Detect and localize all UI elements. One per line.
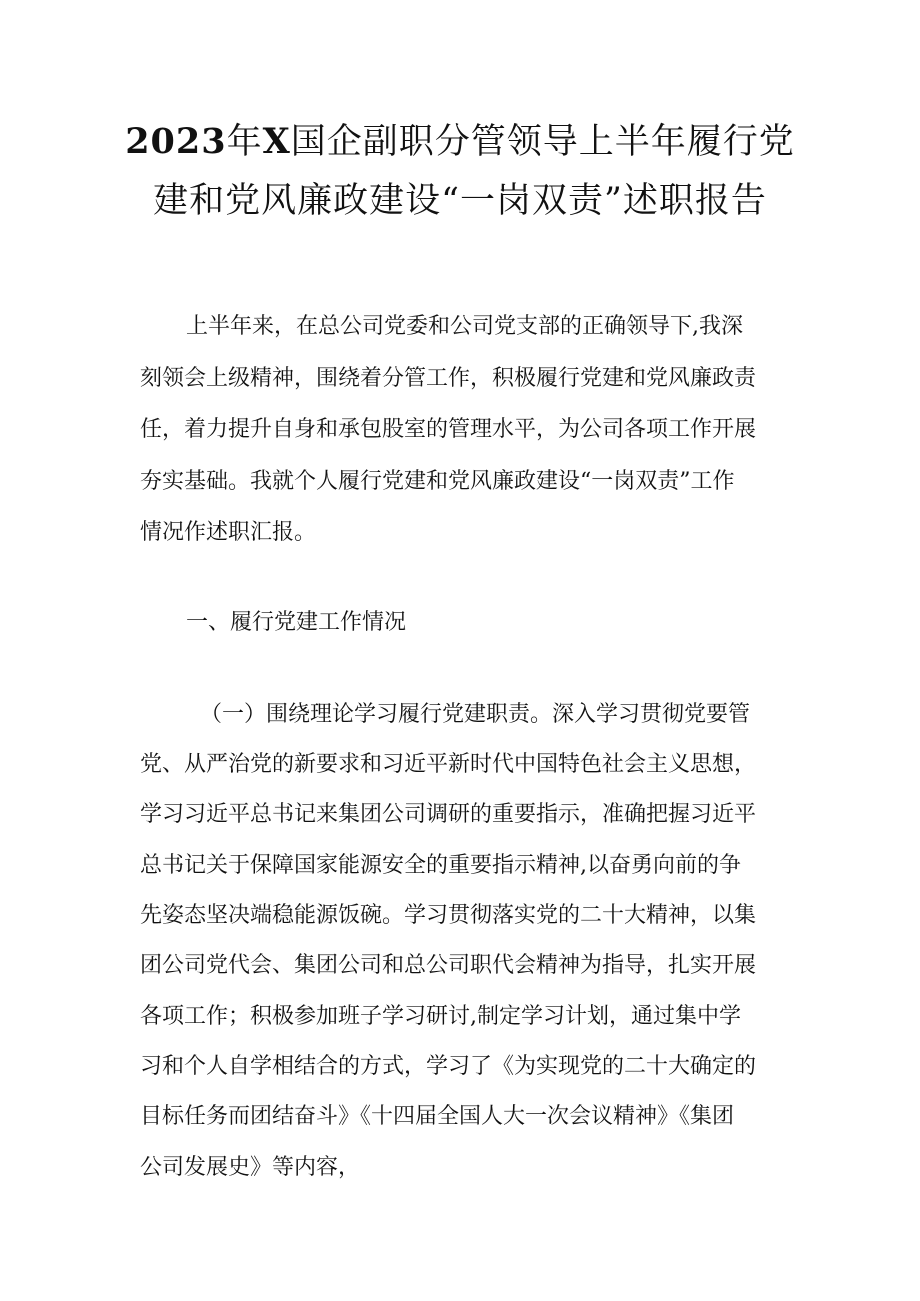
document-title-line-2: 建和党风廉政建设“一岗双责”述职报告 xyxy=(153,181,767,221)
intro-paragraph-line: 刻领会上级精神，围绕着分管工作，积极履行党建和党风廉政责 xyxy=(140,366,757,391)
intro-paragraph-line: 夯实基础。我就个人履行党建和党风廉政建设“一岗双责”工作 xyxy=(140,469,735,494)
subsection-paragraph-line: 公司发展史》等内容， xyxy=(140,1155,361,1180)
intro-paragraph-line: 上半年来，在总公司党委和公司党支部的正确领导下,我深 xyxy=(186,314,743,339)
subsection-paragraph-line: 习和个人自学相结合的方式，学习了《为实现党的二十大确定的 xyxy=(140,1054,757,1079)
subsection-paragraph-line: 目标任务而团结奋斗》《十四届全国人大一次会议精神》《集团 xyxy=(140,1104,735,1129)
intro-paragraph-line: 情况作述职汇报。 xyxy=(140,520,317,545)
title-year-suffix: 年 xyxy=(226,122,263,162)
intro-paragraph-line: 任，着力提升自身和承包股室的管理水平，为公司各项工作开展 xyxy=(140,417,757,442)
section-heading: 一、履行党建工作情况 xyxy=(186,610,407,635)
document-title-line-1 xyxy=(100,113,820,171)
title-x: X xyxy=(262,121,291,162)
subsection-paragraph-line: 先姿态坚决端稳能源饭碗。学习贯彻落实党的二十大精神，以集 xyxy=(140,903,757,928)
title-rest: 国企副职分管领导上半年履行党 xyxy=(290,122,795,162)
subsection-paragraph-line: 各项工作；积极参加班子学习研讨,制定学习计划，通过集中学 xyxy=(140,1004,741,1029)
subsection-paragraph-line: 总书记关于保障国家能源安全的重要指示精神,以奋勇向前的争 xyxy=(140,853,741,878)
subsection-paragraph-line: 学习习近平总书记来集团公司调研的重要指示，准确把握习近平 xyxy=(140,802,757,827)
subsection-paragraph-line: （一）围绕理论学习履行党建职责。深入学习贯彻党要管 xyxy=(200,702,751,727)
subsection-paragraph-line: 党、从严治党的新要求和习近平新时代中国特色社会主义思想， xyxy=(140,752,757,777)
subsection-paragraph-line: 团公司党代会、集团公司和总公司职代会精神为指导，扎实开展 xyxy=(140,953,757,978)
title-year: 2023 xyxy=(125,121,227,162)
